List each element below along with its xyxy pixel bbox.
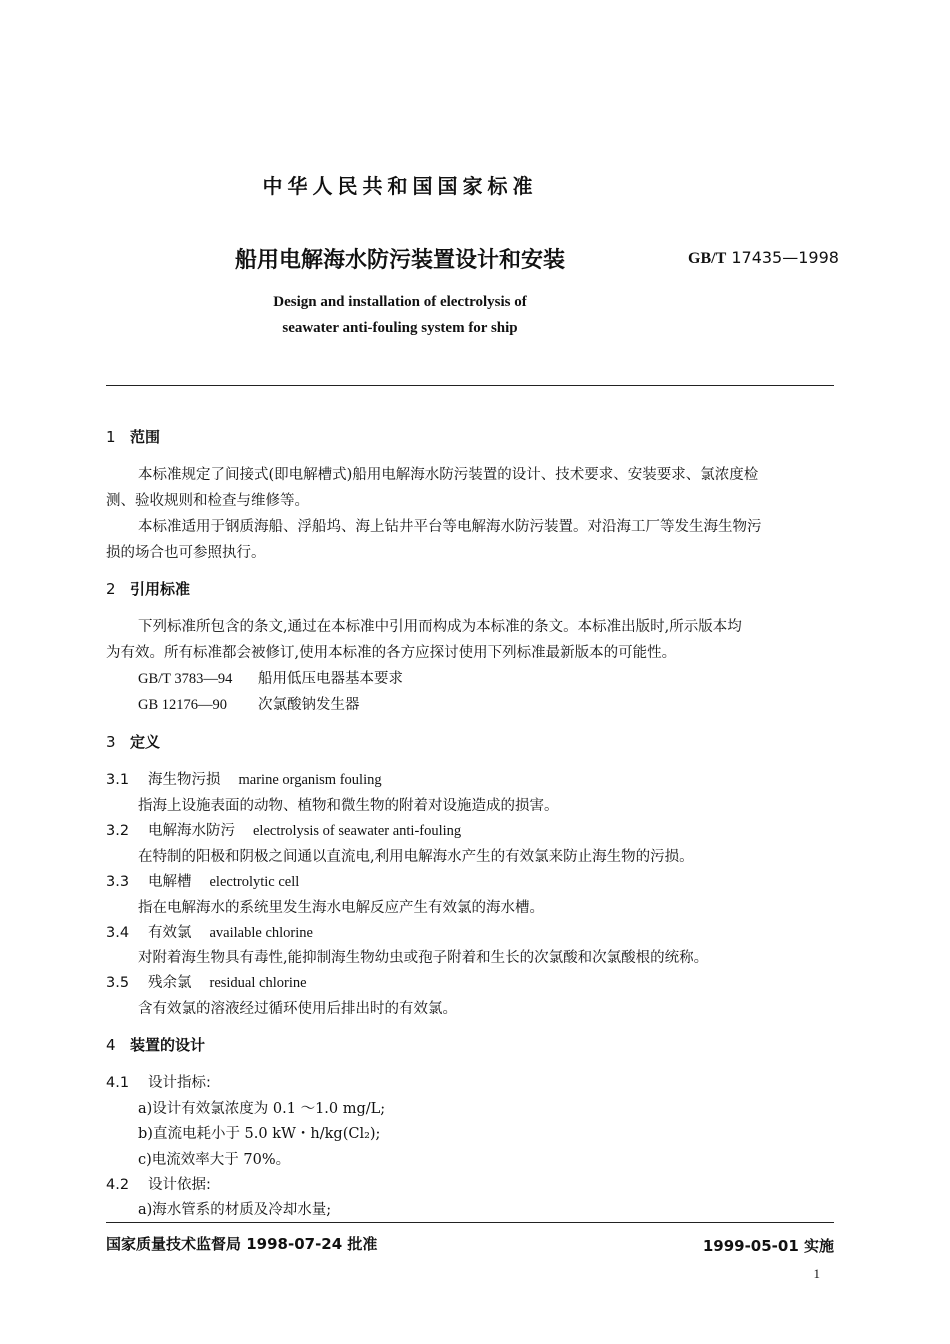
section-1-para1-line2: 测、验收规则和检查与维修等。	[106, 493, 309, 509]
definition-term-en: marine organism fouling	[238, 772, 382, 788]
standard-org-header: 中华人民共和国国家标准	[262, 174, 538, 198]
subsection-number: 4.2	[106, 1177, 130, 1193]
definition-number: 3.4	[106, 925, 130, 941]
section-4-heading	[106, 1034, 205, 1055]
definition-term-en: electrolysis of seawater anti-fouling	[253, 823, 462, 839]
section-4-number: 4	[106, 1036, 116, 1054]
list-item: b)直流电耗小于 5.0 kW・h/kg(Cl₂);	[138, 1126, 381, 1142]
section-1-title: 范围	[130, 428, 161, 446]
definition-term: 电解海水防污	[148, 823, 235, 839]
definition-heading	[106, 971, 307, 992]
section-1-heading	[106, 426, 160, 447]
footer-rule	[106, 1222, 834, 1223]
subsection-4-2-heading	[106, 1173, 211, 1194]
section-4-title: 装置的设计	[130, 1036, 206, 1054]
section-3-heading	[106, 731, 160, 752]
definition-heading	[106, 768, 382, 789]
definition-number: 3.5	[106, 975, 130, 991]
standard-code	[688, 248, 839, 268]
reference-item	[138, 693, 360, 714]
section-2-heading	[106, 578, 190, 599]
header-rule	[106, 385, 834, 386]
reference-item	[138, 667, 403, 688]
subsection-4-1-heading	[106, 1071, 211, 1092]
subsection-number: 4.1	[106, 1075, 130, 1091]
list-item: c)电流效率大于 70%。	[138, 1152, 291, 1168]
standard-code-number: 17435—1998	[731, 248, 839, 267]
definition-text: 含有效氯的溶液经过循环使用后排出时的有效氯。	[138, 1001, 457, 1017]
section-1-number: 1	[106, 428, 116, 446]
section-3-number: 3	[106, 733, 116, 751]
subsection-title: 设计依据:	[148, 1177, 211, 1193]
title-en-line1: Design and installation of electrolysis of	[273, 294, 527, 310]
implementation-text: 1999-05-01 实施	[702, 1237, 834, 1255]
page-number: 1	[813, 1266, 820, 1281]
section-2-para1-line2: 为有效。所有标准都会被修订,使用本标准的各方应探讨使用下列标准最新版本的可能性。	[106, 645, 677, 661]
list-item: a)设计有效氯浓度为 0.1 ～1.0 mg/L;	[138, 1101, 386, 1117]
definition-heading	[106, 870, 299, 891]
definition-term: 残余氯	[148, 975, 192, 991]
definition-text: 指海上设施表面的动物、植物和微生物的附着对设施造成的损害。	[138, 798, 559, 814]
definition-text: 在特制的阳极和阴极之间通以直流电,利用电解海水产生的有效氯来防止海生物的污损。	[138, 849, 694, 865]
approval-text: 国家质量技术监督局 1998-07-24 批准	[106, 1235, 378, 1253]
definition-heading	[106, 819, 461, 840]
definition-number: 3.1	[106, 772, 130, 788]
subsection-title: 设计指标:	[148, 1075, 211, 1091]
reference-name: 次氯酸钠发生器	[258, 697, 360, 713]
definition-term-en: residual chlorine	[209, 975, 307, 991]
section-3-title: 定义	[130, 733, 161, 751]
document-title: 船用电解海水防污装置设计和安装	[234, 248, 565, 273]
reference-code: GB 12176—90	[138, 697, 228, 713]
definition-term-en: electrolytic cell	[209, 874, 300, 890]
section-1-para1-line1: 本标准规定了间接式(即电解槽式)船用电解海水防污装置的设计、技术要求、安装要求、氯浓度检	[138, 467, 759, 483]
section-2-title: 引用标准	[130, 580, 191, 598]
section-2-number: 2	[106, 580, 116, 598]
definition-heading	[106, 921, 313, 942]
section-1-para2-line1: 本标准适用于钢质海船、浮船坞、海上钻井平台等电解海水防污装置。对沿海工厂等发生海生物污	[138, 519, 762, 535]
title-en-line2: seawater anti-fouling system for ship	[282, 320, 518, 336]
definition-text: 对附着海生物具有毒性,能抑制海生物幼虫或孢子附着和生长的次氯酸和次氯酸根的统称。	[138, 950, 709, 966]
standard-code-prefix: GB/T	[688, 250, 727, 267]
definition-term: 海生物污损	[148, 772, 221, 788]
definition-term: 有效氯	[148, 925, 192, 941]
definition-text: 指在电解海水的系统里发生海水电解反应产生有效氯的海水槽。	[138, 900, 544, 916]
reference-code: GB/T 3783—94	[138, 671, 233, 687]
definition-term-en: available chlorine	[209, 925, 313, 941]
section-2-para1-line1: 下列标准所包含的条文,通过在本标准中引用而构成为本标准的条文。本标准出版时,所示版本均	[138, 619, 742, 635]
definition-term: 电解槽	[148, 874, 192, 890]
definition-number: 3.3	[106, 874, 130, 890]
section-1-para2-line2: 损的场合也可参照执行。	[106, 545, 266, 561]
definition-number: 3.2	[106, 823, 130, 839]
reference-name: 船用低压电器基本要求	[258, 671, 403, 687]
list-item: a)海水管系的材质及冷却水量;	[138, 1202, 332, 1218]
